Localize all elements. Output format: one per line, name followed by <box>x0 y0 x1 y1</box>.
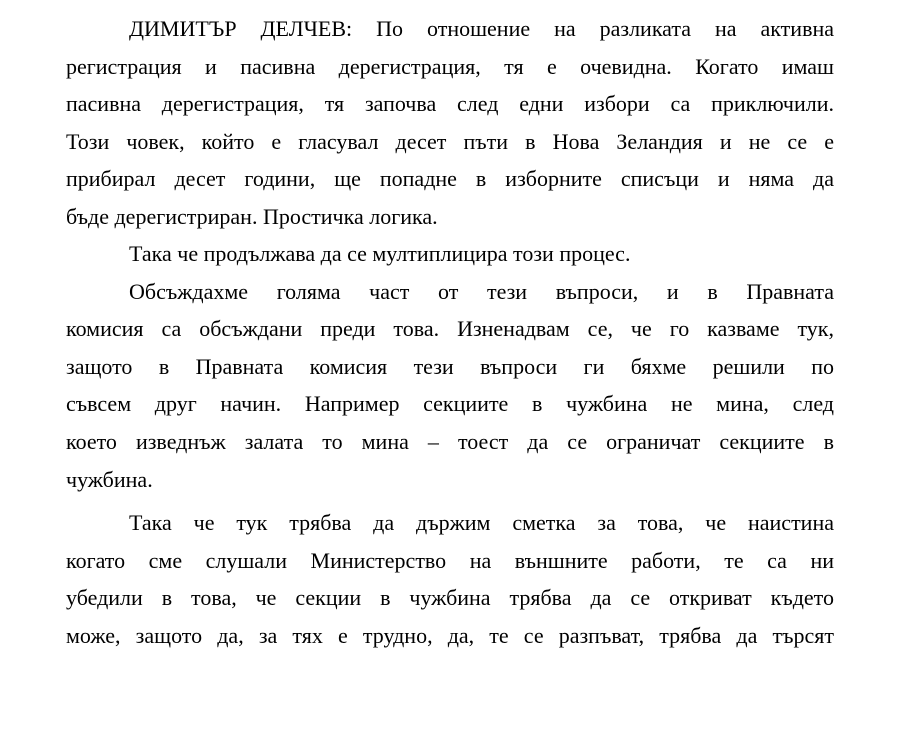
document-page <box>66 10 834 654</box>
text-line: Така че тук трябва да държим сметка за това, че наистина <box>129 510 834 536</box>
text-line: регистрация и пасивна дерегистрация, тя е очевидна. Когато имаш <box>66 53 834 79</box>
text-line: чужбина. <box>66 466 153 492</box>
text-line: Този човек, който е гласувал десет пъти в Нова Зеландия и не се е <box>66 128 834 154</box>
text-line: което изведнъж залата то мина – тоест да се ограничат секциите в <box>66 429 834 455</box>
text-line: пасивна дерегистрация, тя започва след едни избори са приключили. <box>66 91 834 117</box>
text-line: може, защото да, за тях е трудно, да, те се разпъват, трябва да търсят <box>66 622 834 648</box>
text-line: когато сме слушали Министерство на външните работи, те са ни <box>66 547 834 573</box>
text-line: убедили в това, че секции в чужбина трябва да се откриват където <box>66 585 834 611</box>
text-line: бъде дерегистриран. Простичка логика. <box>66 203 438 229</box>
text-line: Така че продължава да се мултиплицира този процес. <box>129 241 631 267</box>
text-line: ДИМИТЪР ДЕЛЧЕВ: По отношение на разликата на активна <box>129 16 834 41</box>
text-line: комисия са обсъждани преди това. Изненадвам се, че го казваме тук, <box>66 316 834 342</box>
text-line: съвсем друг начин. Например секциите в чужбина не мина, след <box>66 391 834 417</box>
text-line: Обсъждахме голяма част от тези въпроси, и в Правната <box>129 278 834 304</box>
text-line: защото в Правната комисия тези въпроси ги бяхме решили по <box>66 353 834 379</box>
text-line: прибирал десет години, ще попадне в изборните списъци и няма да <box>66 166 834 192</box>
